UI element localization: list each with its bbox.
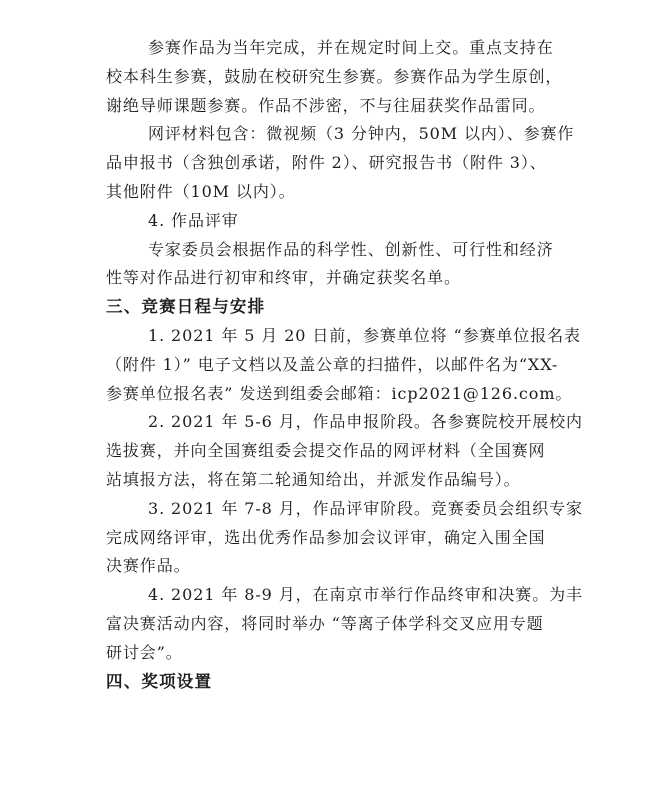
paragraph-line: 决赛作品。 — [106, 556, 191, 576]
paragraph-line: 站填报方法，将在第二轮通知给出，并派发作品编号）。 — [106, 469, 521, 489]
section-subheading: 4. 作品评审 — [148, 210, 239, 230]
paragraph-line: 品申报书（含独创承诺，附件 2）、研究报告书（附件 3）、 — [106, 153, 547, 173]
paragraph-line: 性等对作品进行初审和终审，并确定获奖名单。 — [106, 268, 461, 288]
paragraph-line: 1. 2021 年 5 月 20 日前，参赛单位将 “参赛单位报名表 — [148, 325, 581, 345]
paragraph-line: 4. 2021 年 8-9 月，在南京市举行作品终审和决赛。为丰 — [148, 585, 583, 605]
paragraph-line: 富决赛活动内容，将同时举办 “等离子体学科交叉应用专题 — [106, 613, 544, 633]
paragraph-line: 网评材料包含：微视频（3 分钟内，50M 以内）、参赛作 — [148, 124, 575, 144]
paragraph-line: 谢绝导师课题参赛。作品不涉密，不与往届获奖作品雷同。 — [106, 95, 546, 115]
paragraph-line: 校本科生参赛，鼓励在校研究生参赛。参赛作品为学生原创， — [106, 66, 563, 86]
section-heading: 四、奖项设置 — [106, 671, 213, 691]
paragraph-line: 参赛作品为当年完成，并在规定时间上交。重点支持在 — [148, 38, 554, 57]
paragraph-line: 其他附件（10M 以内）。 — [106, 181, 296, 201]
paragraph-line: 3. 2021 年 7-8 月，作品评审阶段。竞赛委员会组织专家 — [148, 498, 583, 518]
paragraph-line: 选拔赛，并向全国赛组委会提交作品的网评材料（全国赛网 — [106, 441, 546, 461]
paragraph-line: 完成网络评审，选出优秀作品参加会议评审，确定入围全国 — [106, 527, 546, 547]
paragraph-line: 专家委员会根据作品的科学性、创新性、可行性和经济 — [148, 239, 554, 259]
section-heading: 三、竞赛日程与安排 — [106, 297, 266, 317]
paragraph-line: （附件 1）” 电子文档以及盖公章的扫描件，以邮件名为“XX- — [106, 354, 559, 374]
paragraph-line: 参赛单位报名表” 发送到组委会邮箱：icp2021@126.com。 — [106, 383, 573, 403]
paragraph-line: 2. 2021 年 5-6 月，作品申报阶段。各参赛院校开展校内 — [148, 412, 583, 432]
paragraph-line: 研讨会”。 — [106, 642, 183, 662]
